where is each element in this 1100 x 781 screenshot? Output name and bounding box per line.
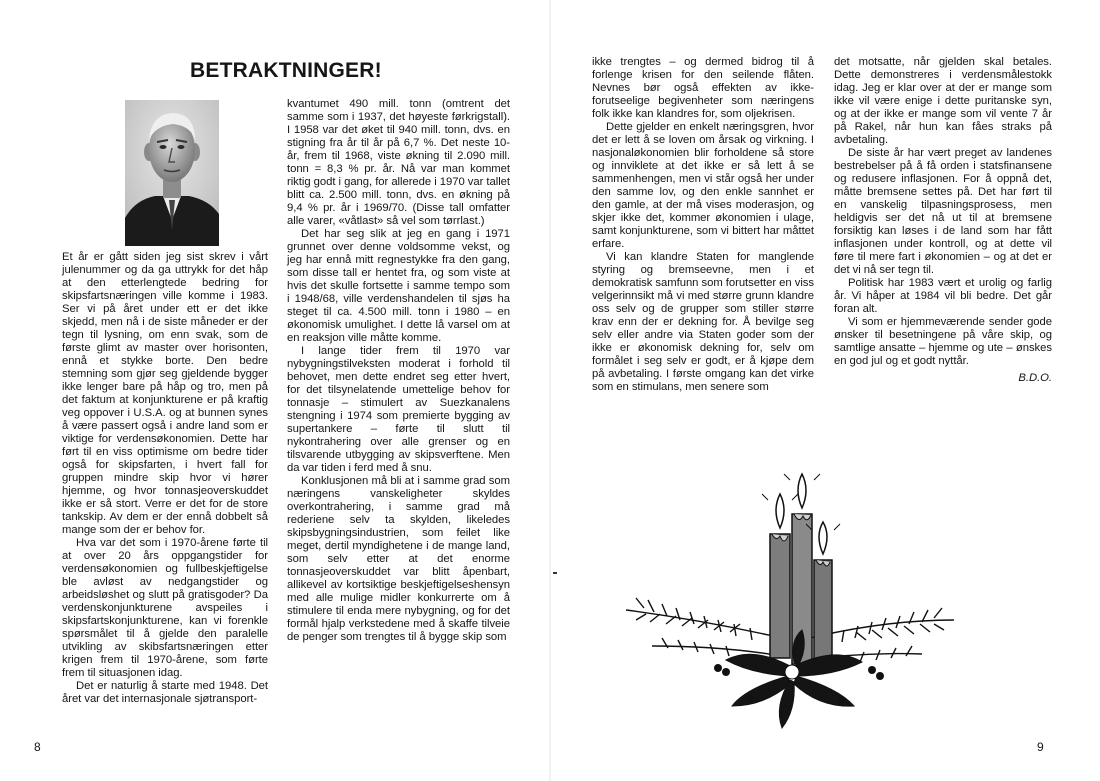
page-number-left: 8	[34, 740, 41, 754]
page-number-right: 9	[1037, 740, 1044, 754]
paragraph: det motsatte, når gjelden skal betales. Dette demonstreres i verdensmålestokk idag. Jeg er klar over at der er mange som ikke vil være enige i dette puritanske syn, og at der ikke er mange som vil vente 7 år på Rakel, når hun kan fåes straks på avbetaling.	[834, 56, 1052, 146]
paragraph: Vi kan klandre Staten for manglende styring og bremseevne, men i et demokratisk samfunn som forutsetter en viss velgerinnsikt må vi med større grunn klandre oss selv og de grupper som stiller større krav enn der er dekning for. Å bevilge seg selv eller andre via Staten goder som der ikke er økonomisk dekning for, selv om formålet i seg selv er godt, er å kjøpe dem på avbetaling. I første omgang kan det virke som en stimulans, men senere som	[592, 251, 814, 393]
text-column-1	[62, 251, 268, 706]
paragraph: Det er naturlig å starte med 1948. Det året var det internasjonale sjøtransport-	[62, 680, 268, 705]
article-title: BETRAKTNINGER!	[190, 59, 382, 82]
paragraph: Konklusjonen må bli at i samme grad som næringens vanskeligheter skyldes overkontrahering, i samme grad må rederiene selv ta skylden, likeledes skipsbygningsindustrien, som feilet like meget, dertil myndighetene i de mange land, som selv etter at det enorme tonnasjeoverskuddet var blitt åpenbart, allikevel av kortsiktige beskjeftigelseshensyn med alle mulige midler konkurrerte om å stimulere til enda mere nybygning, og for det formål hjalp verkstedene med å skaffe tilveie de penger som trengtes til å bygge skip som	[287, 475, 510, 643]
paragraph: De siste år har vært preget av landenes bestrebelser på å få orden i statsfinansene og redusere inflasjonen. For å oppnå det, måtte bremsene settes på. Det har ført til en vanskelig tilpasningsprosess, men heldigvis ser det nå ut til at bremsene forsiktig kan løses i de land som har fått inflasjonen under kontroll, og at dette vil føre til mere fart i økonomien – og at det er det vi nå ser tegn til.	[834, 147, 1052, 276]
paragraph: Det har seg slik at jeg en gang i 1971 grunnet over denne voldsomme vekst, og jeg har ennå mitt regnestykke fra den gang, som disse tall er hentet fra, og som viste at hvis det skulle fortsette i samme tempo som i 1948/68, ville verdenshandelen til sjøs ha steget til ca. 4.500 mill. tonn i 1980 – en økonomisk umulighet. I dette lå varsel om at en reaksjon ville måtte komme.	[287, 228, 510, 344]
paragraph: Hva var det som i 1970-årene førte til at over 20 års oppgangstider for verdensøkonomien og fullbeskjeftigelse ble avløst av nedgangstider og arbeidsløshet og slutt på gratisgoder? Da verdenskonjunkturene avspeiles i skipsfartskonjunkturene, kan vi forenkle spørsmålet til å gjelde den paralelle utvikling av skibsfartsnæringen etter krigen frem til 1970-årene, som førte frem til situasjonen idag.	[62, 537, 268, 679]
text-column-2	[287, 98, 510, 644]
print-speck	[553, 572, 557, 574]
paragraph: ikke trengtes – og dermed bidrog til å forlenge krisen for den seilende flåten. Nevnes bør også effekten av ikke-forutseelige begivenheter som næringens folk ikke kan klandres for, som oljekrisen.	[592, 56, 814, 120]
author-signature: B.D.O.	[1018, 372, 1052, 384]
text-column-3	[592, 56, 814, 394]
paragraph: kvantumet 490 mill. tonn (omtrent det samme som i 1937, det høyeste førkrigstall). I 1958 var det øket til 940 mill. tonn, dvs. en stigning fra år til år på 6,7 %. Det neste 10-år, frem til 1968, viste økning til 2.090 mill. tonn = 8,3 % pr. år. Nå var man kommet riktig godt i gang, for allerede i 1970 var tallet blitt ca. 2.500 mill. tonn, dvs. en økning på 9,4 % pr. år i 1969/70. (Disse tall omfatter alle varer, «våtlast» så vel som tørrlast.)	[287, 98, 510, 227]
text-column-4	[834, 56, 1052, 385]
paragraph: Dette gjelder en enkelt næringsgren, hvor det er lett å se loven om årsak og virkning. I nasjonaløkonomien blir forholdene så store og innviklete at det ikke er så lett å se sammenhengen, men vi står også her under den samme lov, og den enkle sannhet er den gamle, at der må vises moderasjon, og skjer ikke det, kommer økonomien i ulage, samt konjunkturene, som vi bittert har måttet erfare.	[592, 121, 814, 250]
poinsettia-icon	[726, 630, 862, 728]
christmas-candles-illustration	[622, 470, 958, 732]
author-portrait-photo	[125, 100, 219, 246]
paragraph: Et år er gått siden jeg sist skrev i vårt julenummer og da ga uttrykk for det håp at den etterlengtede bedring for skipsfartsnæringen ville komme i 1983. Ser vi på året under ett er det ikke skjedd, men nå i de siste måneder er der tegn til lysning, om enn svak, som de første glimt av master over horisonten, ennå et stykke borte. Den bedre stemning som gjør seg gjeldende bygger ikke lenger bare på håp og tro, men på det faktum at konjunkturene er på kraftig veg oppover i U.S.A. og at bunnen synes å være passert også i andre land som er viktige for verdensøkonomien. Dette har ført til en viss optimisme om bedre tider også for skipsfarten, i hvert fall for gruppen mindre skip hvor vi hører hjemme, og hvor tonnasjeoverskuddet ikke er så stort. Verre er det for de store tankskip. Av dem er der ennå dobbelt så mange som der er behov for.	[62, 251, 268, 536]
paragraph: Politisk har 1983 vært et urolig og farlig år. Vi håper at 1984 vil bli bedre. Det går foran alt.	[834, 277, 1052, 315]
paragraph: Vi som er hjemmeværende sender gode ønsker til besetningene på våre skip, og samtlige ansatte – hjemme og ute – ønskes en god jul og et godt nyttår.	[834, 316, 1052, 367]
page-gutter	[549, 0, 551, 781]
paragraph: I lange tider frem til 1970 var nybygningstilveksten moderat i forhold til behovet, men dette endret seg etter hvert, for det tilsynelatende umettelige behov for tonnasje – stimulert av Suezkanalens stengning i 1974 som premierte bygging av supertankere – førte til slutt til nykontrahering over alle grenser og en tilsvarende utbygging av skipsverftene. Men da var tiden i ferd med å snu.	[287, 345, 510, 474]
